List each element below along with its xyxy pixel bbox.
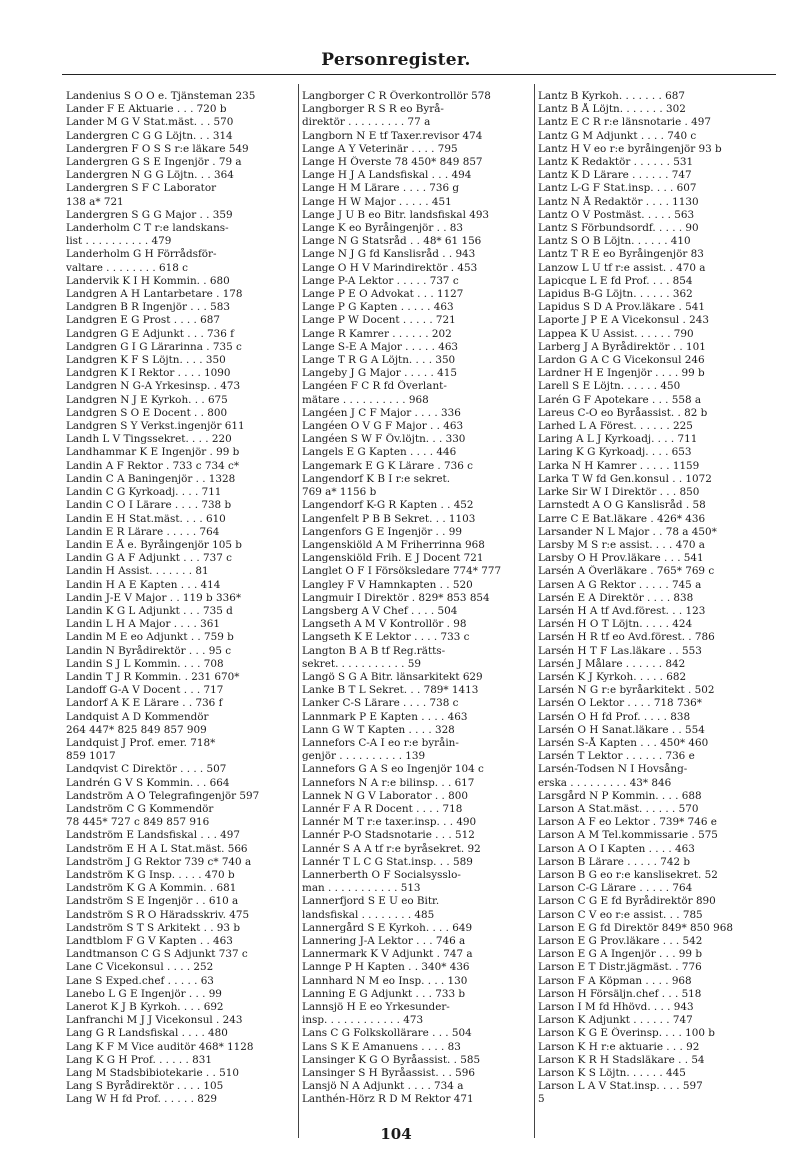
register-entry: Larberg J A Byrådirektör . . 101 <box>538 340 706 353</box>
register-entry: Larén G F Apotekare . . . 558 a <box>538 393 702 406</box>
register-entry: Langton B A B tf Reg.rätts- <box>302 644 446 657</box>
register-entry: Lange P G Kapten . . . . . 463 <box>302 301 454 314</box>
register-entry: Larhed L A Förest. . . . . . 225 <box>538 420 693 433</box>
register-entry: Lantz N Å Redaktör . . . . 1130 <box>538 195 699 208</box>
register-entry: Landqvist C Direktör . . . . 507 <box>66 763 227 776</box>
register-entry: Landström K G A Kommin. . 681 <box>66 882 237 895</box>
register-entry: Landin G A F Adjunkt . . . 737 c <box>66 552 232 565</box>
register-entry: Larsén H T F Las.läkare . . 553 <box>538 644 702 657</box>
register-entry: Lang G R Landsfiskal . . . . 480 <box>66 1027 228 1040</box>
register-entry: Langenskiöld Frih. E J Docent 721 <box>302 552 484 565</box>
register-entry: erska . . . . . . . . . 43* 846 <box>538 776 672 789</box>
register-entry: Larson L A V Stat.insp. . . . 597 <box>538 1080 703 1093</box>
register-entry: Landin K G L Adjunkt . . . 735 d <box>66 604 233 617</box>
register-entry: Laring A L J Kyrkoadj. . . . 711 <box>538 433 698 446</box>
register-entry: Landh L V Tingssekret. . . . 220 <box>66 433 232 446</box>
register-entry: Larson C-G Lärare . . . . . 764 <box>538 882 693 895</box>
register-entry: Larsén E A Direktör . . . . 838 <box>538 591 694 604</box>
register-entry: Langborn N E tf Taxer.revisor 474 <box>302 129 483 142</box>
register-entry: Larsen A G Rektor . . . . . 745 a <box>538 578 702 591</box>
register-entry: Langseth K E Lektor . . . . 733 c <box>302 631 470 644</box>
register-entry: Larsén N G r:e byråarkitekt . 502 <box>538 684 715 697</box>
register-entry: Langenfors G E Ingenjör . . 99 <box>302 525 462 538</box>
register-entry: Laring K G Kyrkoadj. . . . 653 <box>538 446 692 459</box>
register-entry: Lapidus B-G Löjtn. . . . . . 362 <box>538 288 693 301</box>
register-entry: Lantz G M Adjunkt . . . . 740 c <box>538 129 697 142</box>
register-entry: Lange S-E A Major . . . . . 463 <box>302 340 459 353</box>
register-entry: Lansinger K G O Byråassist. . 585 <box>302 1053 481 1066</box>
register-entry: Larsby M S r:e assist. . . . 470 a <box>538 538 705 551</box>
register-entry: Lantz K D Lärare . . . . . . 747 <box>538 169 692 182</box>
register-entry: Landin E H Stat.mäst. . . . 610 <box>66 512 226 525</box>
register-entry: Larson F A Köpman . . . . 968 <box>538 974 692 987</box>
register-entry: Lannhard N M eo Insp. . . . 130 <box>302 974 468 987</box>
register-entry: Larson K G E Överinsp. . . . 100 b <box>538 1027 715 1040</box>
register-entry: Larson H Försäljn.chef . . . 518 <box>538 987 702 1000</box>
register-entry: Lantz B Kyrkoh. . . . . . . 687 <box>538 90 685 102</box>
register-entry: Lansjö N A Adjunkt . . . . 734 a <box>302 1080 464 1093</box>
register-entry: Landin T J R Kommin. . 231 670* <box>66 670 240 683</box>
register-entry: Larsén T Lektor . . . . . . 736 e <box>538 750 695 763</box>
register-entry: Lannek N G V Laborator . . 800 <box>302 789 468 802</box>
register-entry: Larsgård N P Kommin. . . . 688 <box>538 789 702 802</box>
register-entry: Landin E Å e. Byråingenjör 105 b <box>66 538 242 551</box>
register-entry: Laporte J P E A Vicekonsul . 243 <box>538 314 709 327</box>
register-entry: Lann G W T Kapten . . . . 328 <box>302 723 455 736</box>
register-entry: Landin A F Rektor . 733 c 734 c* <box>66 459 240 472</box>
register-entry: Larson E G Prov.läkare . . . 542 <box>538 935 703 947</box>
register-entry: Lannér F A R Docent . . . . 718 <box>302 802 463 815</box>
register-entry: Larson A F eo Lektor . 739* 746 e <box>538 816 717 829</box>
register-entry: Lantz K Redaktör . . . . . . 531 <box>538 156 694 169</box>
register-entry: Landström C G Kommendör <box>66 802 214 815</box>
header-rule <box>62 74 776 75</box>
register-entry: Larson K S Löjtn. . . . . . 445 <box>538 1067 686 1080</box>
register-entry: Lans S K E Amanuens . . . . 83 <box>302 1040 461 1053</box>
register-entry: Landgren N J E Kyrkoh. . . 675 <box>66 393 228 406</box>
register-entry: Larson A O I Kapten . . . . 463 <box>538 842 695 855</box>
register-entry: Landgren G E Adjunkt . . . 736 f <box>66 327 235 340</box>
register-entry: Lannér M T r:e taxer.insp. . . 490 <box>302 816 477 829</box>
register-entry: Landgren K I Rektor . . . . 1090 <box>66 367 231 380</box>
register-entry: Larsén S-Å Kapten . . . 450* 460 <box>538 736 709 749</box>
register-entry: Landergren N G G Löjtn. . . 364 <box>66 169 234 182</box>
register-entry: Larson C V eo r:e assist. . . 785 <box>538 908 703 921</box>
register-entry: Larsander N L Major . . 78 a 450* <box>538 525 717 538</box>
register-entry: Larsén H R tf eo Avd.förest. . 786 <box>538 631 715 644</box>
register-entry: Landergren C G G Löjtn. . . 314 <box>66 129 233 142</box>
register-entry: Landström A O Telegrafingenjör 597 <box>66 789 260 802</box>
register-entry: Landin E R Lärare . . . . . 764 <box>66 525 220 538</box>
register-entry: Lange R Kamrer . . . . . . 202 <box>302 327 452 340</box>
register-entry: Langenfelt P B B Sekret. . . 1103 <box>302 512 476 525</box>
register-entry: Larnstedt A O G Kanslisråd . 58 <box>538 499 706 512</box>
register-entry: Larsén O H Sanat.läkare . . 554 <box>538 723 705 736</box>
page-title: Personregister. <box>321 50 471 70</box>
register-entry: Lanzow L U tf r:e assist. . 470 a <box>538 261 706 274</box>
register-entry: Lannér S A A tf r:e byråsekret. 92 <box>302 842 481 855</box>
register-entry: landsfiskal . . . . . . . . 485 <box>302 908 435 921</box>
register-entry: Langenskiöld A M Friherrinna 968 <box>302 538 485 551</box>
register-entry: Landervik K I H Kommin. . 680 <box>66 274 230 287</box>
register-entry: Lange O H V Marindirektör . 453 <box>302 261 478 274</box>
register-entry: Larsén A Överläkare . 765* 769 c <box>538 565 715 578</box>
register-entry: Lange H Överste 78 450* 849 857 <box>302 156 483 169</box>
register-entry: direktör . . . . . . . . . 77 a <box>302 116 431 129</box>
register-entry: 5 <box>538 1093 545 1106</box>
register-entry: Lange P E O Advokat . . . 1127 <box>302 288 464 301</box>
register-entry: Landin H Assist. . . . . . . 81 <box>66 565 209 578</box>
register-entry: Lapicque L E fd Prof. . . . 854 <box>538 274 693 287</box>
register-entry: Landström S R O Häradsskriv. 475 <box>66 908 250 921</box>
column-divider <box>298 84 299 1138</box>
register-entry: Langö S G A Bitr. länsarkitekt 629 <box>302 670 483 683</box>
register-entry: 78 445* 727 c 849 857 916 <box>66 816 210 829</box>
register-entry: Larson K H r:e aktuarie . . . 92 <box>538 1040 700 1053</box>
register-entry: Lardon G A C G Vicekonsul 246 <box>538 354 705 367</box>
register-entry: Landerholm G H Förrådsför- <box>66 248 217 261</box>
register-entry: Langeby J G Major . . . . . 415 <box>302 367 457 380</box>
register-entry: Langley F V Hamnkapten . . 520 <box>302 578 473 591</box>
register-entry: insp. . . . . . . . . . . . 473 <box>302 1014 424 1027</box>
register-entry: Larke Sir W I Direktör . . . 850 <box>538 486 700 499</box>
register-entry: Landström S T S Arkitekt . . 93 b <box>66 921 240 934</box>
register-entry: Landgren N G-A Yrkesinsp. . 473 <box>66 380 241 393</box>
register-entry: Langéen S W F Öv.löjtn. . . 330 <box>302 433 466 446</box>
register-entry: Lanthén-Hörz R D M Rektor 471 <box>302 1093 474 1106</box>
register-entry: Landin C O I Lärare . . . . 738 b <box>66 499 232 512</box>
register-entry: Lange J U B eo Bitr. landsfiskal 493 <box>302 208 490 221</box>
register-entry: Landrén G V S Kommin. . . 664 <box>66 776 230 789</box>
register-entry: Larson B G eo r:e kanslisekret. 52 <box>538 868 718 881</box>
register-entry: Lannefors C-A I eo r:e byråin- <box>302 736 459 749</box>
register-entry: Lans C G Folkskollärare . . . 504 <box>302 1027 472 1040</box>
register-entry: Larka N H Kamrer . . . . . 1159 <box>538 459 700 472</box>
register-entry: Landgren E G Prost . . . . 687 <box>66 314 220 327</box>
register-entry: Landgren A H Lantarbetare . 178 <box>66 288 243 301</box>
register-entry: Lang K G H Prof. . . . . . 831 <box>66 1053 212 1066</box>
register-entry: Lannefors G A S eo Ingenjör 104 c <box>302 763 484 776</box>
register-entry: Lange K eo Byråingenjör . . 83 <box>302 222 464 235</box>
register-entry: Landtblom F G V Kapten . . 463 <box>66 935 233 947</box>
register-entry: Langseth A M V Kontrollör . 98 <box>302 618 467 631</box>
register-entry: Lannermark K V Adjunkt . 747 a <box>302 948 473 961</box>
register-entry: Lansinger S H Byråassist. . . 596 <box>302 1067 475 1080</box>
register-entry: Larson B Lärare . . . . . 742 b <box>538 855 691 868</box>
register-entry: Lanke B T L Sekret. . . 789* 1413 <box>302 684 479 697</box>
register-entry: Larsén H O T Löjtn. . . . . 424 <box>538 618 693 631</box>
register-entry: Lanebo L G E Ingenjör . . . 99 <box>66 987 222 1000</box>
register-entry: Landtmanson C G S Adjunkt 737 c <box>66 948 248 961</box>
register-entry: Lange N J G fd Kanslisråd . . 943 <box>302 248 476 261</box>
register-entry: Lane S Exped.chef . . . . . 63 <box>66 974 214 987</box>
register-entry: genjör . . . . . . . . . . 139 <box>302 750 426 763</box>
register-entry: Larsén O Lektor . . . . 718 736* <box>538 697 702 710</box>
register-entry: Larson K R H Stadsläkare . . 54 <box>538 1053 705 1066</box>
register-entry: Landgren G I G Lärarinna . 735 c <box>66 340 242 353</box>
register-entry: Landergren S F C Laborator <box>66 182 217 195</box>
register-entry: man . . . . . . . . . . . 513 <box>302 882 421 895</box>
register-entry: Lange N G Statsråd . . 48* 61 156 <box>302 235 482 248</box>
register-entry: Langborger R S R eo Byrå- <box>302 103 444 116</box>
register-entry: Landin M E eo Adjunkt . . 759 b <box>66 631 234 644</box>
register-entry: Lannefors N A r:e bilinsp. . . 617 <box>302 776 475 789</box>
register-entry: Langmuir I Direktör . 829* 853 854 <box>302 591 490 604</box>
register-entry: Landin J-E V Major . . 119 b 336* <box>66 591 242 604</box>
register-entry: Langlet O F I Försöksledare 774* 777 <box>302 565 502 578</box>
register-entry: Landin C A Baningenjör . . 1328 <box>66 472 236 485</box>
register-entry: Lantz O V Postmäst. . . . . 563 <box>538 208 695 221</box>
register-entry: Lange P W Docent . . . . . 721 <box>302 314 456 327</box>
register-entry: Lanning E G Adjunkt . . . 733 b <box>302 987 466 1000</box>
register-entry: Landin L H A Major . . . . 361 <box>66 618 220 631</box>
register-entry: Lang K F M Vice auditör 468* 1128 <box>66 1040 254 1053</box>
register-entry: Landin N Byrådirektör . . . 95 c <box>66 644 232 657</box>
register-entry: Larsén H A tf Avd.förest. . . 123 <box>538 604 706 617</box>
register-entry: Larson E G fd Direktör 849* 850 968 <box>538 921 734 934</box>
register-entry: Lannering J-A Lektor . . . 746 a <box>302 935 466 947</box>
register-entry: Landenius S O O e. Tjänsteman 235 <box>66 90 256 102</box>
register-entry: Landin H A E Kapten . . . 414 <box>66 578 221 591</box>
register-entry: Larsén K J Kyrkoh. . . . . 682 <box>538 670 687 683</box>
register-entry: Landorf A K E Lärare . . 736 f <box>66 697 223 710</box>
register-entry: Lanfranchi M J J Vicekonsul . 243 <box>66 1014 243 1027</box>
register-entry: Larsby O H Prov.läkare . . . 541 <box>538 552 704 565</box>
register-entry: Larson I M fd Hhövd. . . . 943 <box>538 1001 694 1014</box>
register-entry: Larson A Stat.mäst. . . . . . 570 <box>538 802 699 815</box>
register-entry: Lantz E C R r:e länsnotarie . 497 <box>538 116 711 129</box>
register-entry: 264 447* 825 849 857 909 <box>66 723 207 736</box>
register-entry: Lantz H V eo r:e byråingenjör 93 b <box>538 142 722 155</box>
register-entry: Landquist A D Kommendör <box>66 710 209 723</box>
register-entry: Landström J G Rektor 739 c* 740 a <box>66 855 252 868</box>
register-entry: Larsén O H fd Prof. . . . . 838 <box>538 710 691 723</box>
register-entry: Landgren S O E Docent . . 800 <box>66 406 228 419</box>
register-entry: Lapidus S D A Prov.läkare . 541 <box>538 301 705 314</box>
register-entry: Landgren S Y Verkst.ingenjör 611 <box>66 420 245 433</box>
register-entry: Lantz T R E eo Byråingenjör 83 <box>538 248 704 261</box>
register-entry: Lannge P H Kapten . . 340* 436 <box>302 961 470 974</box>
register-column-2 <box>302 90 532 1107</box>
register-entry: Lardner H E Ingenjör . . . . 99 b <box>538 367 705 380</box>
register-entry: Langemark E G K Lärare . 736 c <box>302 459 473 472</box>
register-entry: Langsberg A V Chef . . . . 504 <box>302 604 458 617</box>
register-entry: Landquist J Prof. emer. 718* <box>66 736 216 749</box>
register-entry: Langendorf K B I r:e sekret. <box>302 472 451 485</box>
register-entry: Landström K G Insp. . . . . 470 b <box>66 868 235 881</box>
register-entry: Larka T W fd Gen.konsul . . 1072 <box>538 472 712 485</box>
register-entry: Landström E Landsfiskal . . . 497 <box>66 829 241 842</box>
register-entry: list . . . . . . . . . . 479 <box>66 235 172 248</box>
register-entry: valtare . . . . . . . . 618 c <box>66 261 188 274</box>
column-divider <box>534 84 535 1138</box>
register-entry: Larson C G E fd Byrådirektör 890 <box>538 895 716 908</box>
register-entry: Landoff G-A V Docent . . . 717 <box>66 684 224 697</box>
register-entry: Lange H M Lärare . . . . 736 g <box>302 182 460 195</box>
register-entry: Landström S E Ingenjör . . 610 a <box>66 895 239 908</box>
register-entry: Lange A Y Veterinär . . . . 795 <box>302 142 458 155</box>
register-entry: Lantz S O B Löjtn. . . . . . 410 <box>538 235 691 248</box>
register-entry: Landin C G Kyrkoadj. . . . 711 <box>66 486 222 499</box>
register-entry: Lange T R G A Löjtn. . . . 350 <box>302 354 456 367</box>
register-entry: Larson K Adjunkt . . . . . . 747 <box>538 1014 693 1027</box>
register-entry: 769 a* 1156 b <box>302 486 377 499</box>
register-entry: Larsén-Todsen N I Hovsång- <box>538 763 688 776</box>
register-entry: Larson E G A Ingenjör . . . 99 b <box>538 948 702 961</box>
register-entry: Landgren B R Ingenjör . . . 583 <box>66 301 230 314</box>
register-entry: Lang M Stadsbibiotekarie . . 510 <box>66 1067 239 1080</box>
register-entry: 859 1017 <box>66 750 116 763</box>
register-entry: Langéen F C R fd Överlant- <box>302 380 447 393</box>
register-column-3 <box>538 90 768 1107</box>
register-entry: Lange H W Major . . . . . 451 <box>302 195 452 208</box>
register-entry: Lappea K U Assist. . . . . . 790 <box>538 327 694 340</box>
register-entry: Langéen O V G F Major . . 463 <box>302 420 464 433</box>
register-entry: Lang S Byrådirektör . . . . 105 <box>66 1080 224 1093</box>
register-entry: Lannér P-O Stadsnotarie . . . 512 <box>302 829 475 842</box>
register-entry: Langels E G Kapten . . . . 446 <box>302 446 457 459</box>
register-entry: Lanerot K J B Kyrkoh. . . . 692 <box>66 1001 224 1014</box>
register-entry: Landgren K F S Löjtn. . . . 350 <box>66 354 226 367</box>
register-entry: Langborger C R Överkontrollör 578 <box>302 90 491 102</box>
register-entry: Lannmark P E Kapten . . . . 463 <box>302 710 468 723</box>
register-entry: Landerholm C T r:e landskans- <box>66 222 229 235</box>
register-entry: Lannerfjord S E U eo Bitr. <box>302 895 440 908</box>
register-entry: Larell S E Löjtn. . . . . . 450 <box>538 380 681 393</box>
register-entry: Lang W H fd Prof. . . . . . 829 <box>66 1093 218 1106</box>
register-entry: Landergren G S E Ingenjör . 79 a <box>66 156 242 169</box>
register-column-1 <box>66 90 296 1107</box>
register-entry: Langéen J C F Major . . . . 336 <box>302 406 461 419</box>
register-entry: mätare . . . . . . . . . . 968 <box>302 393 429 406</box>
register-entry: Lareus C-O eo Byråassist. . 82 b <box>538 406 708 419</box>
register-entry: Lander M G V Stat.mäst. . . 570 <box>66 116 234 129</box>
register-entry: Lander F E Aktuarie . . . 720 b <box>66 103 227 116</box>
register-entry: Larson A M Tel.kommissarie . 575 <box>538 829 718 842</box>
register-entry: Lannér T L C G Stat.insp. . . 589 <box>302 855 473 868</box>
register-entry: sekret. . . . . . . . . . . 59 <box>302 657 421 670</box>
register-entry: Larson E T Distr.jägmäst. . 776 <box>538 961 702 974</box>
register-entry: Lanker C-S Lärare . . . . 738 c <box>302 697 459 710</box>
register-entry: Lannsjö H E eo Yrkesunder- <box>302 1001 450 1014</box>
register-entry: Larsén J Målare . . . . . . 842 <box>538 657 686 670</box>
register-entry: Lantz B Å Löjtn. . . . . . . 302 <box>538 103 686 116</box>
register-entry: Landergren F O S S r:e läkare 549 <box>66 142 249 155</box>
register-entry: Landin S J L Kommin. . . . 708 <box>66 657 224 670</box>
register-entry: Lange H J A Landsfiskal . . . 494 <box>302 169 472 182</box>
register-entry: Landergren S G G Major . . 359 <box>66 208 233 221</box>
register-entry: Langendorf K-G R Kapten . . 452 <box>302 499 474 512</box>
register-entry: 138 a* 721 <box>66 195 124 208</box>
register-entry: Larre C E Bat.läkare . 426* 436 <box>538 512 706 525</box>
page-number: 104 <box>380 1125 412 1143</box>
register-entry: Lane C Vicekonsul . . . . 252 <box>66 961 214 974</box>
register-entry: Landström E H A L Stat.mäst. 566 <box>66 842 248 855</box>
register-entry: Lannergård S E Kyrkoh. . . . 649 <box>302 921 473 934</box>
register-entry: Lange P-A Lektor . . . . . 737 c <box>302 274 459 287</box>
register-entry: Lantz L-G F Stat.insp. . . . 607 <box>538 182 697 195</box>
register-entry: Landhammar K E Ingenjör . 99 b <box>66 446 240 459</box>
register-entry: Lannerberth O F Socialsysslo- <box>302 868 461 881</box>
register-entry: Lantz S Förbundsordf. . . . . 90 <box>538 222 699 235</box>
